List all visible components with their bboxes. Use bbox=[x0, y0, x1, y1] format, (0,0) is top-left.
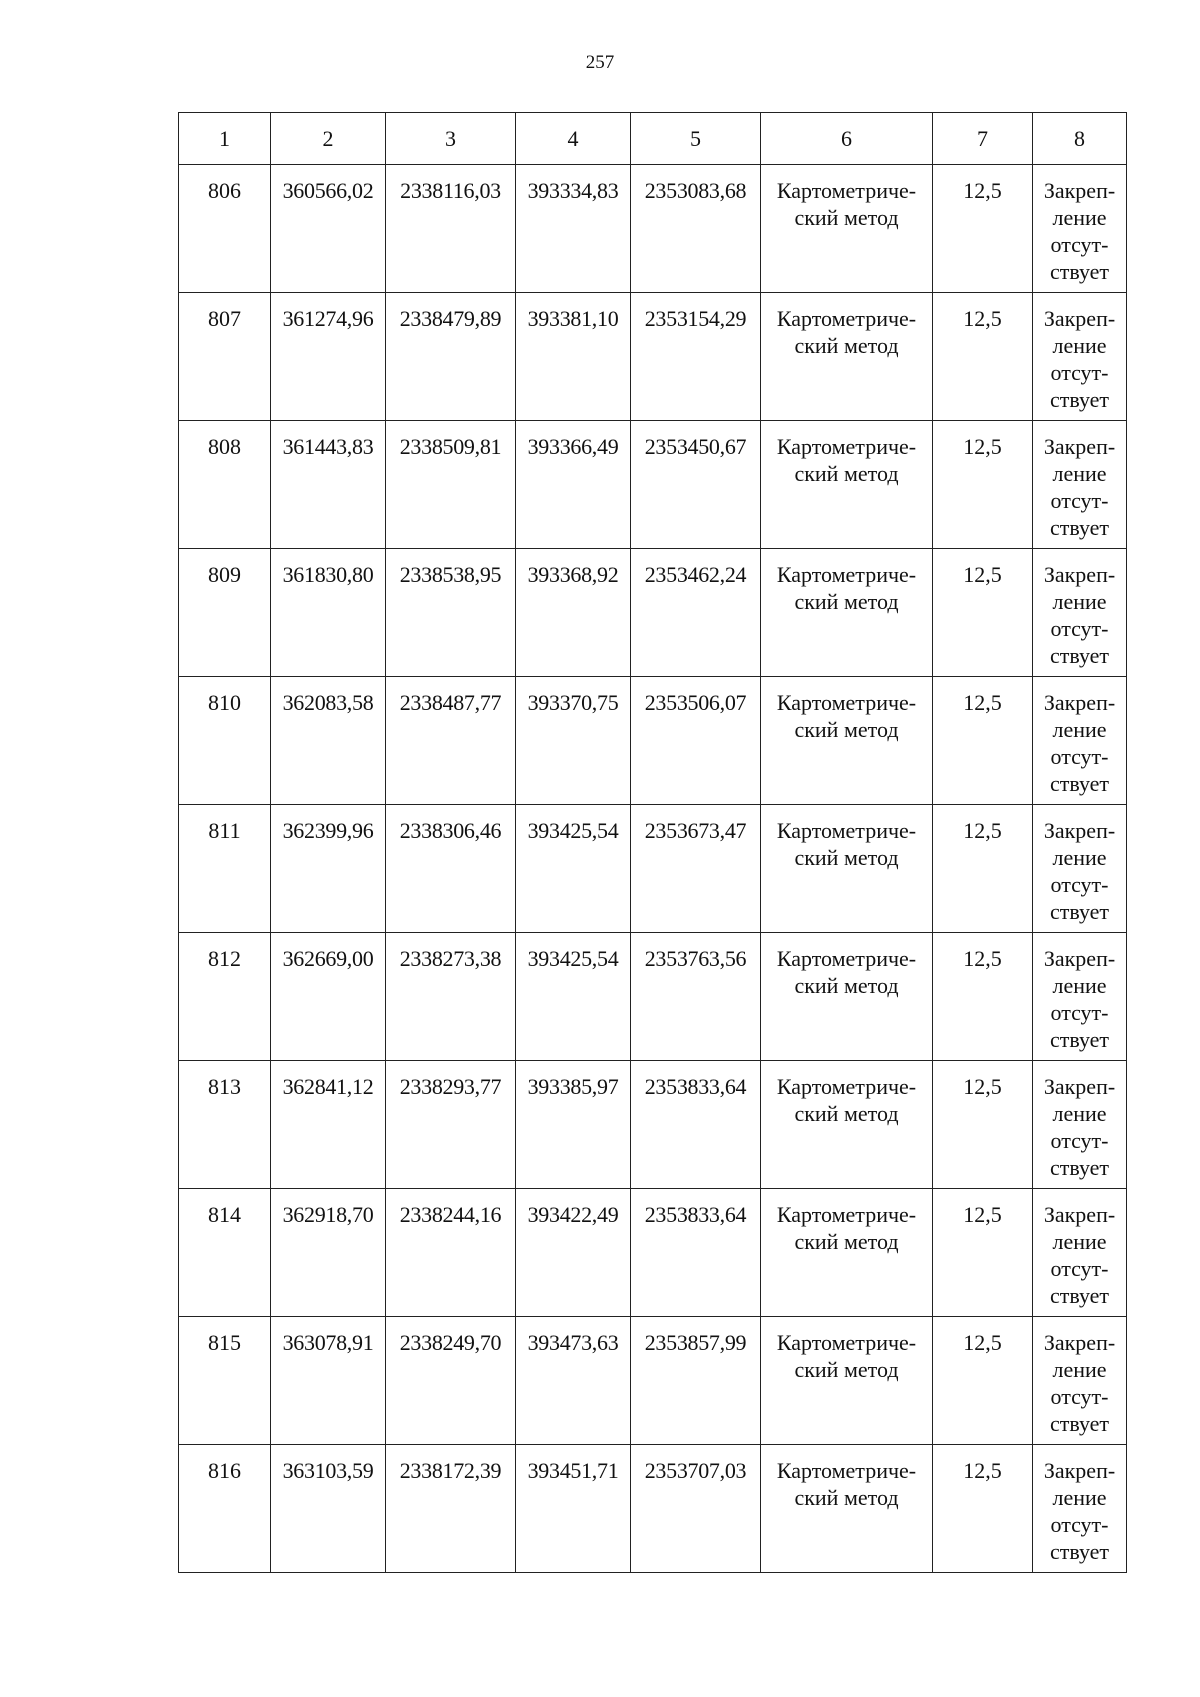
fixing-cell bbox=[1033, 677, 1127, 805]
table-row bbox=[179, 1317, 1127, 1445]
y2-cell: 2353763,56 bbox=[631, 933, 761, 1061]
y2-cell: 2353707,03 bbox=[631, 1445, 761, 1573]
column-header: 4 bbox=[516, 113, 631, 165]
fixing-text-line: ствует bbox=[1049, 899, 1110, 924]
x1-cell: 361443,83 bbox=[271, 421, 386, 549]
accuracy-cell: 12,5 bbox=[933, 933, 1033, 1061]
point-number-cell: 814 bbox=[179, 1189, 271, 1317]
fixing-text-line: отсут- bbox=[1050, 1384, 1109, 1409]
fixing-text-line: Закреп- bbox=[1043, 1202, 1116, 1227]
fixing-text-line: ствует bbox=[1049, 1283, 1110, 1308]
accuracy-cell: 12,5 bbox=[933, 293, 1033, 421]
y1-cell: 2338487,77 bbox=[386, 677, 516, 805]
point-number-cell: 813 bbox=[179, 1061, 271, 1189]
column-header: 2 bbox=[271, 113, 386, 165]
fixing-text-line: ление bbox=[1052, 205, 1107, 230]
fixing-text-line: ление bbox=[1052, 845, 1107, 870]
fixing-text-line: ствует bbox=[1049, 1539, 1110, 1564]
method-cell bbox=[761, 293, 933, 421]
fixing-text-line: ствует bbox=[1049, 387, 1110, 412]
fixing-text-line: Закреп- bbox=[1043, 434, 1116, 459]
method-text-line: Картометриче- bbox=[776, 562, 917, 587]
method-text-line: Картометриче- bbox=[776, 690, 917, 715]
accuracy-cell: 12,5 bbox=[933, 1061, 1033, 1189]
method-text-line: ский метод bbox=[794, 205, 899, 230]
fixing-text-line: отсут- bbox=[1050, 1512, 1109, 1537]
fixing-text-line: ление bbox=[1052, 717, 1107, 742]
method-text-line: Картометриче- bbox=[776, 1074, 917, 1099]
page-number: 257 bbox=[585, 52, 615, 73]
point-number-cell: 807 bbox=[179, 293, 271, 421]
method-text-line: ский метод bbox=[794, 1485, 899, 1510]
fixing-text-line: Закреп- bbox=[1043, 1330, 1116, 1355]
table-row bbox=[179, 933, 1127, 1061]
point-number-cell: 812 bbox=[179, 933, 271, 1061]
accuracy-cell: 12,5 bbox=[933, 805, 1033, 933]
fixing-text-line: ствует bbox=[1049, 771, 1110, 796]
accuracy-cell: 12,5 bbox=[933, 1189, 1033, 1317]
y1-cell: 2338306,46 bbox=[386, 805, 516, 933]
method-text-line: ский метод bbox=[794, 461, 899, 486]
x1-cell: 362918,70 bbox=[271, 1189, 386, 1317]
method-text-line: ский метод bbox=[794, 589, 899, 614]
table-row bbox=[179, 805, 1127, 933]
method-text-line: ский метод bbox=[794, 333, 899, 358]
method-text-line: ский метод bbox=[794, 845, 899, 870]
fixing-text-line: ствует bbox=[1049, 1027, 1110, 1052]
method-cell bbox=[761, 421, 933, 549]
fixing-text-line: отсут- bbox=[1050, 616, 1109, 641]
x1-cell: 362669,00 bbox=[271, 933, 386, 1061]
table-header-row bbox=[179, 113, 1127, 165]
fixing-text-line: ление bbox=[1052, 461, 1107, 486]
fixing-text-line: Закреп- bbox=[1043, 818, 1116, 843]
x2-cell: 393451,71 bbox=[516, 1445, 631, 1573]
method-cell bbox=[761, 677, 933, 805]
fixing-cell bbox=[1033, 1317, 1127, 1445]
fixing-text-line: отсут- bbox=[1050, 1000, 1109, 1025]
fixing-text-line: Закреп- bbox=[1043, 690, 1116, 715]
fixing-cell bbox=[1033, 165, 1127, 293]
method-cell bbox=[761, 1445, 933, 1573]
table-row bbox=[179, 1061, 1127, 1189]
y2-cell: 2353506,07 bbox=[631, 677, 761, 805]
x2-cell: 393370,75 bbox=[516, 677, 631, 805]
method-text-line: ский метод bbox=[794, 973, 899, 998]
fixing-text-line: ствует bbox=[1049, 1411, 1110, 1436]
x1-cell: 361274,96 bbox=[271, 293, 386, 421]
y2-cell: 2353833,64 bbox=[631, 1189, 761, 1317]
x2-cell: 393381,10 bbox=[516, 293, 631, 421]
y1-cell: 2338273,38 bbox=[386, 933, 516, 1061]
y1-cell: 2338479,89 bbox=[386, 293, 516, 421]
fixing-text-line: Закреп- bbox=[1043, 562, 1116, 587]
method-cell bbox=[761, 549, 933, 677]
y1-cell: 2338293,77 bbox=[386, 1061, 516, 1189]
column-header: 3 bbox=[386, 113, 516, 165]
x2-cell: 393425,54 bbox=[516, 933, 631, 1061]
method-cell bbox=[761, 1317, 933, 1445]
coordinates-table bbox=[178, 112, 1127, 1573]
fixing-text-line: ствует bbox=[1049, 1155, 1110, 1180]
method-text-line: Картометриче- bbox=[776, 1330, 917, 1355]
accuracy-cell: 12,5 bbox=[933, 549, 1033, 677]
fixing-text-line: ствует bbox=[1049, 515, 1110, 540]
x2-cell: 393368,92 bbox=[516, 549, 631, 677]
accuracy-cell: 12,5 bbox=[933, 421, 1033, 549]
y1-cell: 2338249,70 bbox=[386, 1317, 516, 1445]
column-header: 5 bbox=[631, 113, 761, 165]
method-cell bbox=[761, 1061, 933, 1189]
x2-cell: 393473,63 bbox=[516, 1317, 631, 1445]
accuracy-cell: 12,5 bbox=[933, 1445, 1033, 1573]
point-number-cell: 809 bbox=[179, 549, 271, 677]
fixing-text-line: отсут- bbox=[1050, 232, 1109, 257]
y1-cell: 2338244,16 bbox=[386, 1189, 516, 1317]
point-number-cell: 811 bbox=[179, 805, 271, 933]
x1-cell: 360566,02 bbox=[271, 165, 386, 293]
table-row bbox=[179, 1189, 1127, 1317]
point-number-cell: 810 bbox=[179, 677, 271, 805]
method-text-line: Картометриче- bbox=[776, 1202, 917, 1227]
table-row bbox=[179, 1445, 1127, 1573]
column-header: 6 bbox=[761, 113, 933, 165]
x2-cell: 393334,83 bbox=[516, 165, 631, 293]
point-number-cell: 816 bbox=[179, 1445, 271, 1573]
fixing-text-line: отсут- bbox=[1050, 1256, 1109, 1281]
method-text-line: ский метод bbox=[794, 1101, 899, 1126]
table-row bbox=[179, 421, 1127, 549]
fixing-text-line: ление bbox=[1052, 1357, 1107, 1382]
x2-cell: 393385,97 bbox=[516, 1061, 631, 1189]
column-header: 8 bbox=[1033, 113, 1127, 165]
method-text-line: Картометриче- bbox=[776, 306, 917, 331]
point-number-cell: 815 bbox=[179, 1317, 271, 1445]
fixing-text-line: отсут- bbox=[1050, 1128, 1109, 1153]
fixing-text-line: Закреп- bbox=[1043, 306, 1116, 331]
fixing-text-line: Закреп- bbox=[1043, 1458, 1116, 1483]
table-row bbox=[179, 677, 1127, 805]
x1-cell: 362083,58 bbox=[271, 677, 386, 805]
fixing-cell bbox=[1033, 421, 1127, 549]
x2-cell: 393425,54 bbox=[516, 805, 631, 933]
y2-cell: 2353833,64 bbox=[631, 1061, 761, 1189]
accuracy-cell: 12,5 bbox=[933, 677, 1033, 805]
fixing-text-line: ление bbox=[1052, 1229, 1107, 1254]
table-body bbox=[179, 113, 1127, 1573]
fixing-text-line: ление bbox=[1052, 1101, 1107, 1126]
table-row bbox=[179, 549, 1127, 677]
fixing-cell bbox=[1033, 805, 1127, 933]
method-text-line: ский метод bbox=[794, 717, 899, 742]
method-cell bbox=[761, 933, 933, 1061]
y1-cell: 2338509,81 bbox=[386, 421, 516, 549]
fixing-cell bbox=[1033, 933, 1127, 1061]
fixing-cell bbox=[1033, 1445, 1127, 1573]
fixing-text-line: отсут- bbox=[1050, 488, 1109, 513]
x1-cell: 361830,80 bbox=[271, 549, 386, 677]
y1-cell: 2338116,03 bbox=[386, 165, 516, 293]
fixing-cell bbox=[1033, 1061, 1127, 1189]
method-text-line: Картометриче- bbox=[776, 946, 917, 971]
x2-cell: 393366,49 bbox=[516, 421, 631, 549]
fixing-text-line: отсут- bbox=[1050, 360, 1109, 385]
method-text-line: Картометриче- bbox=[776, 818, 917, 843]
fixing-text-line: ствует bbox=[1049, 643, 1110, 668]
method-text-line: ский метод bbox=[794, 1357, 899, 1382]
x1-cell: 362399,96 bbox=[271, 805, 386, 933]
column-header: 1 bbox=[179, 113, 271, 165]
fixing-text-line: ление bbox=[1052, 973, 1107, 998]
y2-cell: 2353857,99 bbox=[631, 1317, 761, 1445]
fixing-text-line: ление bbox=[1052, 1485, 1107, 1510]
fixing-text-line: ление bbox=[1052, 333, 1107, 358]
accuracy-cell: 12,5 bbox=[933, 1317, 1033, 1445]
y2-cell: 2353673,47 bbox=[631, 805, 761, 933]
method-cell bbox=[761, 1189, 933, 1317]
x2-cell: 393422,49 bbox=[516, 1189, 631, 1317]
fixing-text-line: ление bbox=[1052, 589, 1107, 614]
table-row bbox=[179, 293, 1127, 421]
method-cell bbox=[761, 805, 933, 933]
y2-cell: 2353450,67 bbox=[631, 421, 761, 549]
fixing-text-line: ствует bbox=[1049, 259, 1110, 284]
fixing-text-line: Закреп- bbox=[1043, 946, 1116, 971]
fixing-cell bbox=[1033, 293, 1127, 421]
fixing-cell bbox=[1033, 1189, 1127, 1317]
point-number-cell: 806 bbox=[179, 165, 271, 293]
method-cell bbox=[761, 165, 933, 293]
fixing-text-line: отсут- bbox=[1050, 872, 1109, 897]
fixing-text-line: Закреп- bbox=[1043, 1074, 1116, 1099]
fixing-cell bbox=[1033, 549, 1127, 677]
fixing-text-line: отсут- bbox=[1050, 744, 1109, 769]
method-text-line: Картометриче- bbox=[776, 434, 917, 459]
y1-cell: 2338538,95 bbox=[386, 549, 516, 677]
accuracy-cell: 12,5 bbox=[933, 165, 1033, 293]
method-text-line: Картометриче- bbox=[776, 178, 917, 203]
x1-cell: 363078,91 bbox=[271, 1317, 386, 1445]
column-header: 7 bbox=[933, 113, 1033, 165]
y2-cell: 2353462,24 bbox=[631, 549, 761, 677]
y2-cell: 2353154,29 bbox=[631, 293, 761, 421]
x1-cell: 363103,59 bbox=[271, 1445, 386, 1573]
point-number-cell: 808 bbox=[179, 421, 271, 549]
x1-cell: 362841,12 bbox=[271, 1061, 386, 1189]
method-text-line: ский метод bbox=[794, 1229, 899, 1254]
table-row bbox=[179, 165, 1127, 293]
y2-cell: 2353083,68 bbox=[631, 165, 761, 293]
fixing-text-line: Закреп- bbox=[1043, 178, 1116, 203]
y1-cell: 2338172,39 bbox=[386, 1445, 516, 1573]
method-text-line: Картометриче- bbox=[776, 1458, 917, 1483]
